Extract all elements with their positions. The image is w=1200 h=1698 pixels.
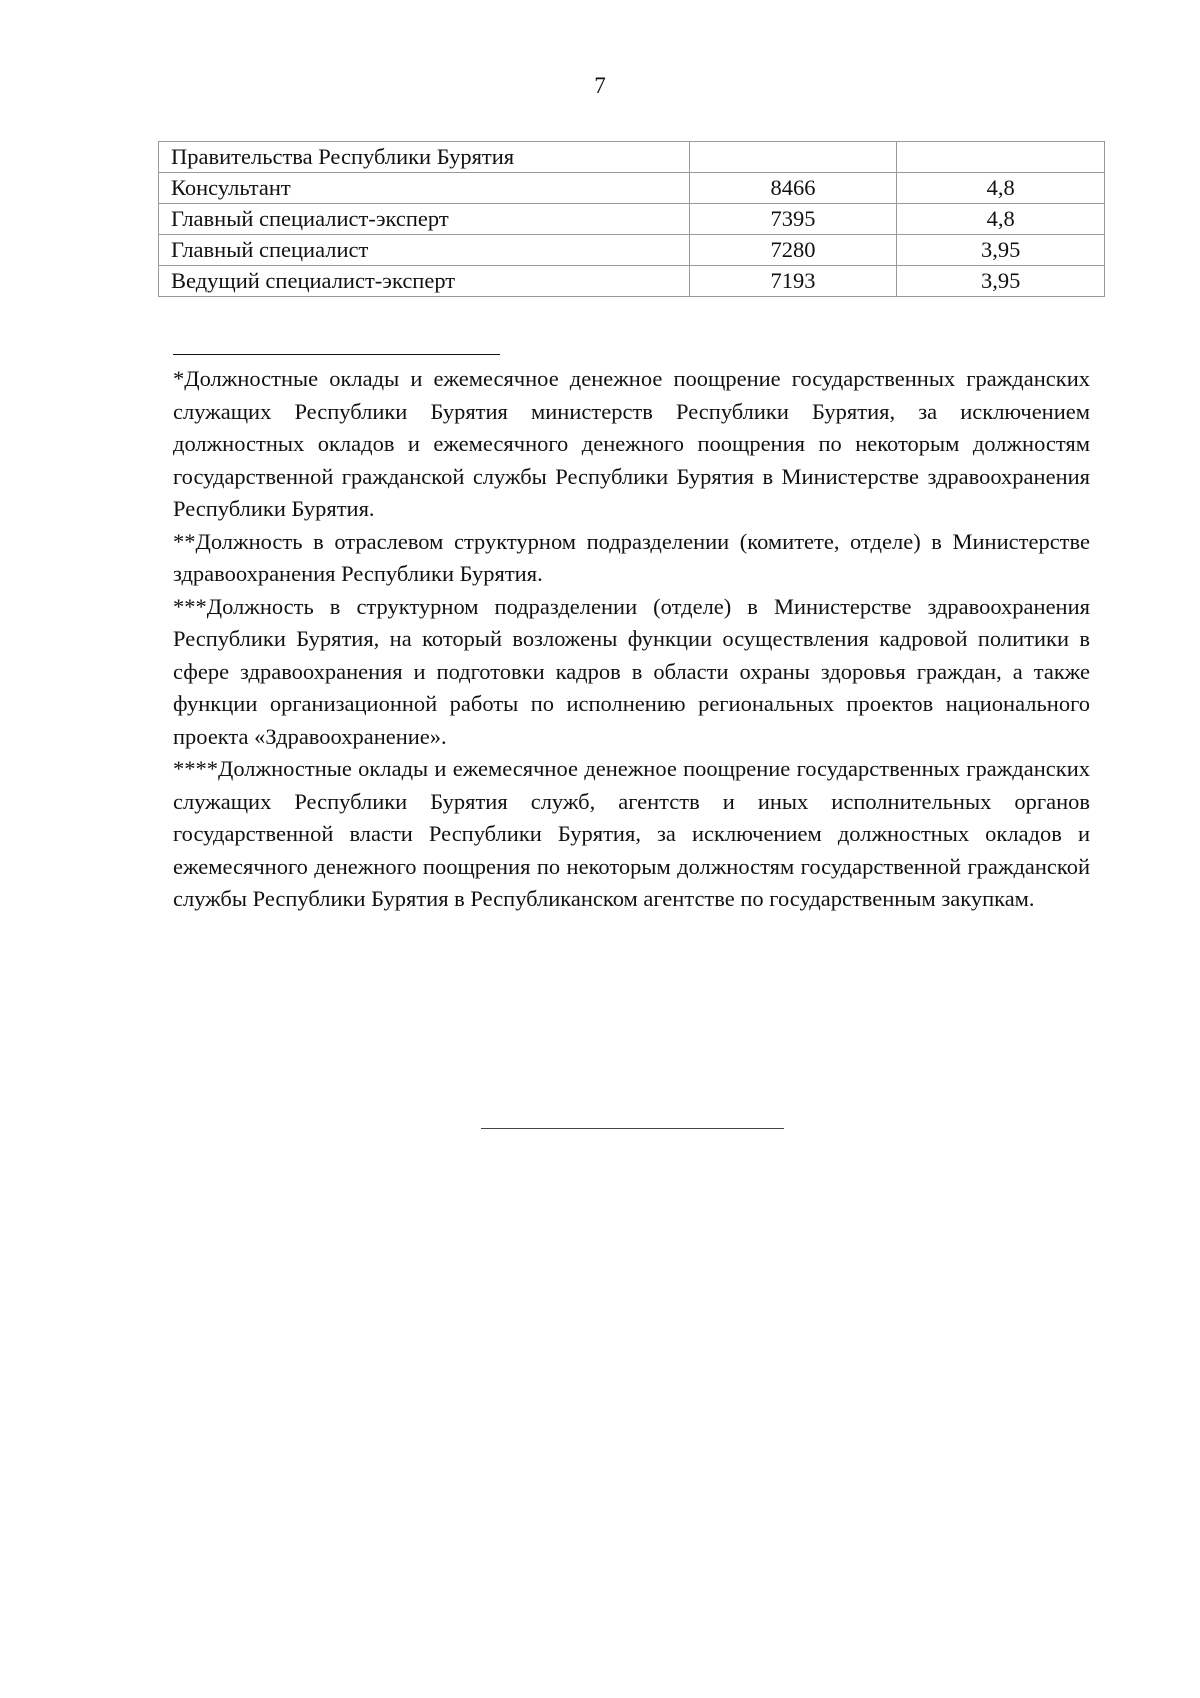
position-cell: Ведущий специалист-эксперт — [159, 266, 690, 297]
position-cell: Правительства Республики Бурятия — [159, 142, 690, 173]
salary-cell: 8466 — [689, 173, 897, 204]
position-cell: Главный специалист — [159, 235, 690, 266]
bonus-cell: 3,95 — [897, 266, 1105, 297]
bonus-cell — [897, 142, 1105, 173]
table-row — [159, 235, 1105, 266]
table-row — [159, 142, 1105, 173]
salary-cell: 7280 — [689, 235, 897, 266]
salary-cell: 7193 — [689, 266, 897, 297]
footnote: ***Должность в структурном подразделении (отделе) в Министерстве здравоохранения Республики Бурятия, на который возложены функции осуществления кадровой политики в сфере здравоохранения и подготовки кадров в области охраны здоровья граждан, а также функции организационной работы по исполнению региональных проектов национального проекта «Здравоохранение». — [173, 593, 1090, 749]
salary-cell — [689, 142, 897, 173]
end-of-document-line — [481, 1128, 784, 1129]
bonus-cell: 4,8 — [897, 204, 1105, 235]
table-row — [159, 173, 1105, 204]
footnotes — [173, 363, 1090, 916]
position-cell: Главный специалист-эксперт — [159, 204, 690, 235]
salary-table — [158, 141, 1105, 297]
footnote: **Должность в отраслевом структурном подразделении (комитете, отделе) в Министерстве здравоохранения Республики Бурятия. — [173, 528, 1090, 586]
position-cell: Консультант — [159, 173, 690, 204]
bonus-cell: 4,8 — [897, 173, 1105, 204]
footnote: ****Должностные оклады и ежемесячное денежное поощрение государственных гражданских служащих Республики Бурятия служб, агентств и иных исполнительных органов государственной власти Республики Бурятия, за исключением должностных окладов и ежемесячного денежного поощрения по некоторым должностям государственной гражданской службы Республики Бурятия в Республиканском агентстве по государственным закупкам. — [173, 756, 1090, 911]
table-row — [159, 204, 1105, 235]
table-row — [159, 266, 1105, 297]
footnote: *Должностные оклады и ежемесячное денежное поощрение государственных гражданских служащих Республики Бурятия министерств Республики Бурятия, за исключением должностных окладов и ежемесячного денежного поощрения по некоторым должностям государственной гражданской службы Республики Бурятия в Министерстве здравоохранения Республики Бурятия. — [173, 366, 1090, 521]
page-number: 7 — [594, 73, 606, 98]
salary-cell: 7395 — [689, 204, 897, 235]
footnote-separator — [173, 354, 500, 355]
bonus-cell: 3,95 — [897, 235, 1105, 266]
